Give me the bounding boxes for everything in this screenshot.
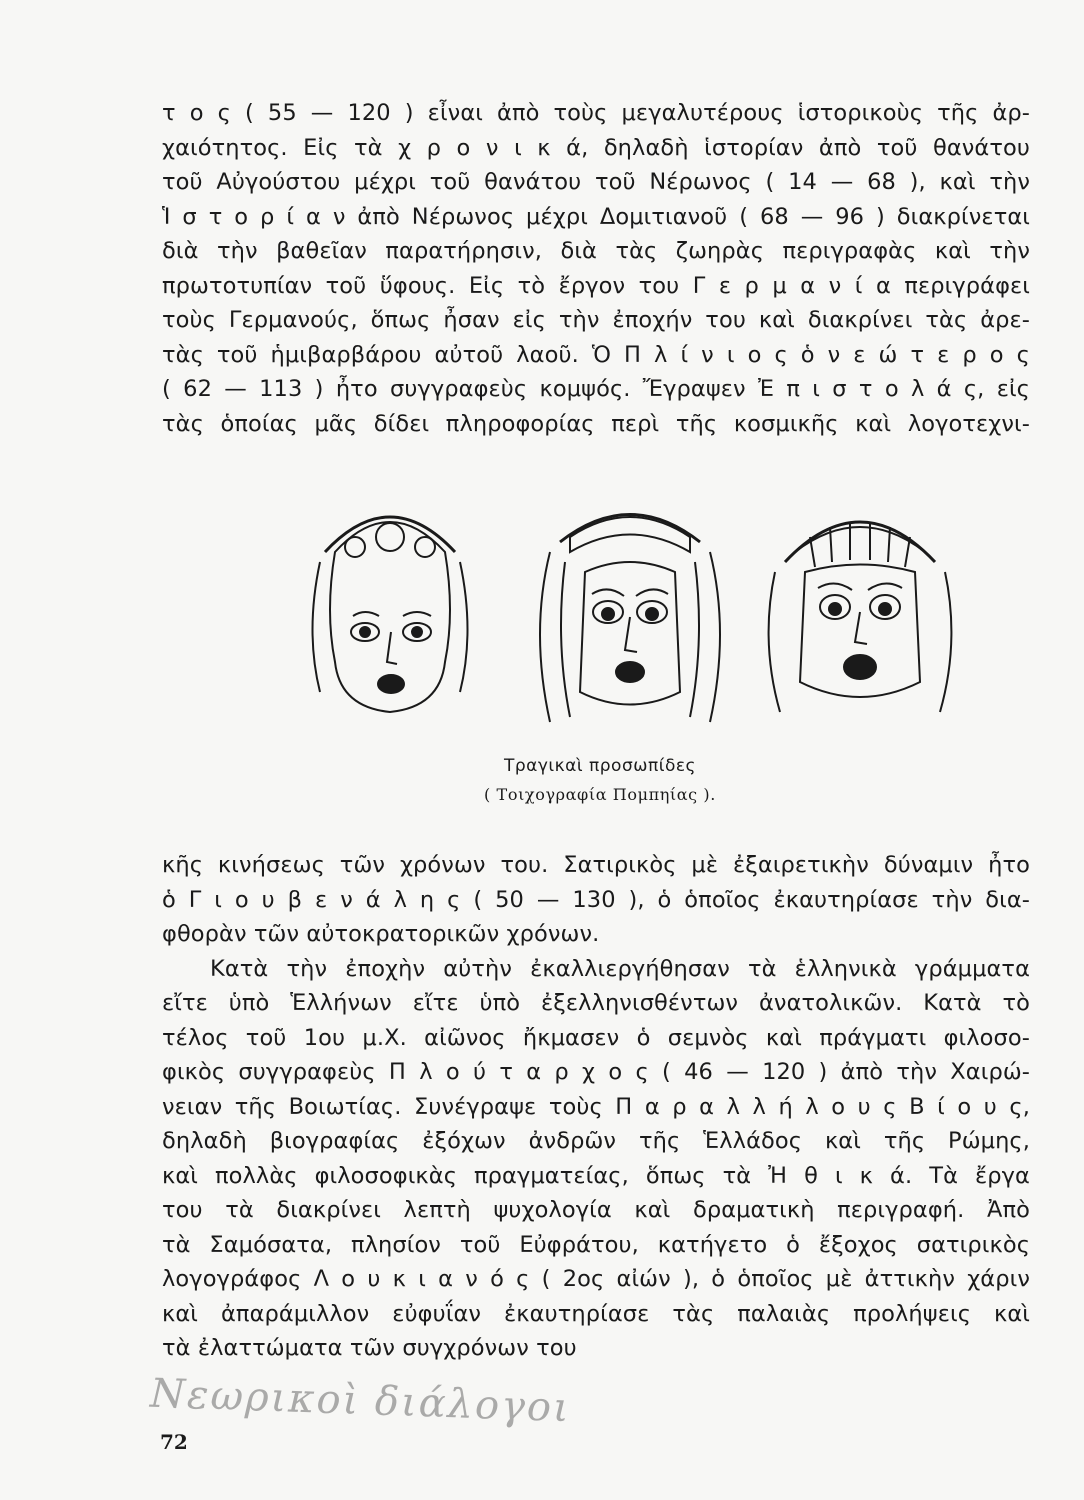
bottom-paragraph: [162, 848, 1030, 1366]
mask-2: [540, 515, 720, 723]
text-line: καὶ ἀπαράμιλλον εὐφυΐαν ἐκαυτηρίασε τὰς παλαιὰς προλήψεις καὶ: [162, 1300, 1030, 1327]
text-line: τοῦ Αὐγούστου μέχρι τοῦ θανάτου τοῦ Νέρωνος ( 14 — 68 ), καὶ τὴν: [162, 169, 1030, 195]
text-line: κῆς κινήσεως τῶν χρόνων του. Σατιρικὸς μὲ ἐξαιρετικὴν δύναμιν ἦτο: [162, 852, 1030, 878]
tragic-masks-figure: [285, 492, 975, 732]
text-line: καὶ πολλὰς φιλοσοφικὰς πραγματείας, ὅπως τὰ Ἠ θ ι κ ά. Τὰ ἔργα: [162, 1162, 1030, 1189]
text-line: ( 62 — 113 ) ἦτο συγγραφεὺς κομψός. Ἔγραψεν Ἐ π ι σ τ ο λ ά ς, εἰς: [162, 376, 1030, 402]
text-line: Κατὰ τὴν ἐποχὴν αὐτὴν ἐκαλλιεργήθησαν τὰ ἑλληνικὰ γράμματα: [210, 955, 1030, 982]
figure-caption: Τραγικαὶ προσωπίδες: [503, 756, 697, 776]
text-line: χαιότητος. Εἰς τὰ χ ρ ο ν ι κ ά, δηλαδὴ ἱστορίαν ἀπὸ τοῦ θανάτου: [162, 134, 1030, 161]
text-line: τὰ ἐλαττώματα τῶν συγχρόνων του: [162, 1335, 577, 1361]
text-line: δηλαδὴ βιογραφίας ἐξόχων ἀνδρῶν τῆς Ἑλλάδος καὶ τῆς Ρώμης,: [162, 1128, 1030, 1154]
text-line: του τὰ διακρίνει λεπτὴ ψυχολογία καὶ δραματικὴ περιγραφή. Ἀπὸ: [162, 1197, 1030, 1223]
text-line: λογογράφος Λ ο υ κ ι α ν ό ς ( 2ος αἰών ), ὁ ὁποῖος μὲ ἀττικὴν χάριν: [162, 1266, 1030, 1292]
text-line: τὰς ὁποίας μᾶς δίδει πληροφορίας περὶ τῆς κοσμικῆς καὶ λογοτεχνι-: [162, 410, 1030, 437]
text-line: πρωτοτυπίαν τοῦ ὕφους. Εἰς τὸ ἔργον του Γ ε ρ μ α ν ί α περιγράφει: [162, 272, 1030, 299]
text-line: φθορὰν τῶν αὐτοκρατορικῶν χρόνων.: [162, 921, 600, 947]
text-line: νειαν τῆς Βοιωτίας. Συνέγραψε τοὺς Π α ρ α λ λ ή λ ο υ ς Β ί ο υ ς,: [162, 1093, 1030, 1120]
text-line: τ ο ς ( 55 — 120 ) εἶναι ἀπὸ τοὺς μεγαλυτέρους ἱστορικοὺς τῆς ἀρ-: [162, 100, 1030, 126]
text-line: Ἱ σ τ ο ρ ί α ν ἀπὸ Νέρωνος μέχρι Δομιτιανοῦ ( 68 — 96 ) διακρίνεται: [162, 203, 1030, 230]
mask-3: [769, 522, 952, 712]
text-line: τέλος τοῦ 1ου μ.Χ. αἰῶνος ἤκμασεν ὁ σεμνὸς καὶ πράγματι φιλοσο-: [162, 1024, 1030, 1051]
text-line: τοὺς Γερμανούς, ὅπως ἦσαν εἰς τὴν ἐποχήν του καὶ διακρίνει τὰς ἀρε-: [162, 307, 1030, 333]
text-line: φικὸς συγγραφεὺς Π λ ο ύ τ α ρ χ ο ς ( 46 — 120 ) ἀπὸ τὴν Χαιρώ-: [162, 1059, 1030, 1085]
text-line: ὁ Γ ι ο υ β ε ν ά λ η ς ( 50 — 130 ), ὁ ὁποῖος ἐκαυτηρίασε τὴν δια-: [162, 886, 1030, 913]
figure-caption-source: ( Τοιχογραφία Πομπηίας ).: [484, 785, 716, 804]
text-line: διὰ τὴν βαθεῖαν παρατήρησιν, διὰ τὰς ζωηρὰς περιγραφὰς καὶ τὴν: [162, 238, 1030, 264]
text-line: τὰ Σαμόσατα, πλησίον τοῦ Εὐφράτου, κατήγετο ὁ ἔξοχος σατιρικὸς: [162, 1231, 1030, 1258]
text-line: εἴτε ὑπὸ Ἑλλήνων εἴτε ὑπὸ ἐξελληνισθέντων ἀνατολικῶν. Κατὰ τὸ: [162, 990, 1030, 1016]
top-paragraph: [162, 96, 1030, 441]
page-number: 72: [160, 1430, 188, 1454]
handwritten-note: Νεωρικοὶ διάλογοι: [149, 1370, 572, 1432]
mask-1: [313, 517, 468, 712]
text-line: τὰς τοῦ ἡμιβαρβάρου αὐτοῦ λαοῦ. Ὁ Π λ ί ν ι ο ς ὁ ν ε ώ τ ε ρ ο ς: [162, 341, 1030, 368]
tragic-masks-icon: [285, 492, 975, 732]
